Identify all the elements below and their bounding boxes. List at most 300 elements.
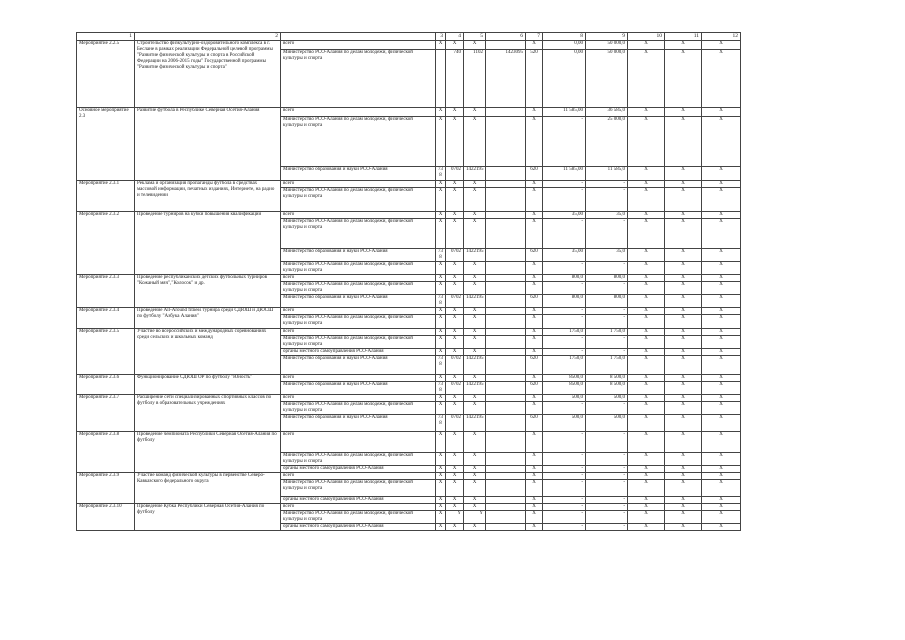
value-cell-c12: X	[702, 432, 741, 453]
value-cell-c4: X	[446, 181, 464, 188]
executor-cell: Министерство РСО-Алания по делам молодежи, физической культуры и спорта	[281, 117, 436, 167]
value-cell-c3: X	[436, 262, 446, 275]
executor-cell: органы местного самоуправления РСО-Алания	[281, 349, 436, 356]
executor-cell: всего	[281, 275, 436, 282]
value-cell-c6	[486, 375, 526, 382]
executor-cell: Министерство РСО-Алания по делам молодежи, физической культуры и спорта	[281, 453, 436, 466]
value-cell-c8: -	[543, 402, 586, 415]
value-cell-c8: -	[543, 511, 586, 524]
value-cell-c9: 35,0	[586, 249, 628, 262]
value-cell-c9: -	[586, 480, 628, 497]
value-cell-c5: X	[464, 504, 486, 511]
event-id-cell: Мероприятие 2.3.6	[77, 375, 135, 395]
value-cell-c3: X	[436, 375, 446, 382]
value-cell-c8: 1750,0	[543, 329, 586, 336]
value-cell-c11: X	[665, 511, 702, 524]
value-cell-c10: X	[628, 466, 665, 473]
value-cell-c11: X	[665, 167, 702, 181]
value-cell-c5: X	[464, 181, 486, 188]
value-cell-c6	[486, 308, 526, 315]
value-cell-c11: X	[665, 395, 702, 402]
event-id-cell: Мероприятие 2.3.1	[77, 181, 135, 212]
value-cell-c5: X	[464, 375, 486, 382]
value-cell-c7: X	[526, 504, 543, 511]
value-cell-c7: X	[526, 181, 543, 188]
value-cell-c7: 520	[526, 50, 543, 108]
value-cell-c11: X	[665, 473, 702, 480]
value-cell-c9: -	[586, 466, 628, 473]
value-cell-c6	[486, 188, 526, 212]
value-cell-c11: X	[665, 275, 702, 282]
value-cell-c6	[486, 181, 526, 188]
value-cell-c6	[486, 219, 526, 249]
value-cell-c10: X	[628, 524, 665, 531]
value-cell-c6	[486, 466, 526, 473]
header-cell: 11	[665, 33, 702, 41]
value-cell-c8: -	[543, 524, 586, 531]
header-cell: 1	[77, 33, 135, 41]
table-row	[77, 308, 741, 315]
value-cell-c5: X	[464, 188, 486, 212]
value-cell-c5: X	[464, 212, 486, 219]
value-cell-c3: X	[436, 349, 446, 356]
value-cell-c11: X	[665, 282, 702, 295]
event-name-cell: Участие команд физической культуры в первенстве Северо-Кавказского федерального округа	[135, 473, 281, 504]
value-cell-c12: X	[702, 466, 741, 473]
value-cell-c11: X	[665, 504, 702, 511]
value-cell-c3: 738	[436, 295, 446, 308]
value-cell-c11: X	[665, 117, 702, 167]
value-cell-c4: 0702	[446, 249, 464, 262]
value-cell-c6	[486, 212, 526, 219]
value-cell-c12: X	[702, 167, 741, 181]
value-cell-c9: -	[586, 524, 628, 531]
value-cell-c11: X	[665, 219, 702, 249]
value-cell-c7: 620	[526, 382, 543, 395]
value-cell-c11: X	[665, 308, 702, 315]
value-cell-c8: -	[543, 262, 586, 275]
value-cell-c11: X	[665, 315, 702, 329]
value-cell-c12: X	[702, 356, 741, 375]
value-cell-c7: X	[526, 308, 543, 315]
event-id-cell: Мероприятие 2.3.8	[77, 432, 135, 473]
value-cell-c12: X	[702, 181, 741, 188]
value-cell-c3: 738	[436, 249, 446, 262]
value-cell-c10: X	[628, 415, 665, 432]
value-cell-c10: X	[628, 188, 665, 212]
value-cell-c6	[486, 511, 526, 524]
value-cell-c7: 620	[526, 295, 543, 308]
value-cell-c4: 0702	[446, 356, 464, 375]
value-cell-c7: 620	[526, 356, 543, 375]
value-cell-c9: 500,0	[586, 395, 628, 402]
value-cell-c6	[486, 356, 526, 375]
value-cell-c10: X	[628, 329, 665, 336]
event-id-cell: Мероприятие 2.3.5	[77, 329, 135, 375]
event-name-cell: Строительство физкультурно-оздоровительного комплекса в г. Беслане в рамках реализации Федеральной целевой программы "Развитие физической культуры и спорта в Российской Федерации на 2006-2015 годы" Государственной программы "Развитие физической культуры и спорта"	[135, 41, 281, 108]
event-name-cell: Проведение чемпионата Республики Северная Осетия-Алания по футболу	[135, 432, 281, 473]
table-row	[77, 473, 741, 480]
value-cell-c10: X	[628, 497, 665, 504]
executor-cell: органы местного самоуправления РСО-Алания	[281, 466, 436, 473]
value-cell-c12: X	[702, 511, 741, 524]
event-name-cell: Расширение сети специализированных спортивных классов по футболу в образовательных учреждениях	[135, 395, 281, 432]
value-cell-c5: X	[464, 41, 486, 50]
value-cell-c12: X	[702, 375, 741, 382]
value-cell-c12: X	[702, 349, 741, 356]
table-row	[77, 108, 741, 117]
value-cell-c10: X	[628, 480, 665, 497]
value-cell-c8: -	[543, 432, 586, 453]
value-cell-c10: X	[628, 262, 665, 275]
value-cell-c5: X	[464, 262, 486, 275]
value-cell-c7: X	[526, 41, 543, 50]
value-cell-c4: 0702	[446, 167, 464, 181]
value-cell-c9: 36 585,0	[586, 108, 628, 117]
value-cell-c9: -	[586, 262, 628, 275]
value-cell-c7: X	[526, 480, 543, 497]
value-cell-c5: 1422195	[464, 356, 486, 375]
event-id-cell: Мероприятие 2.3.3	[77, 275, 135, 308]
value-cell-c4: X	[446, 262, 464, 275]
value-cell-c3: X	[436, 188, 446, 212]
value-cell-c4: 0702	[446, 295, 464, 308]
value-cell-c6	[486, 117, 526, 167]
value-cell-c5: 1422195	[464, 295, 486, 308]
value-cell-c4: X	[446, 497, 464, 504]
value-cell-c7: X	[526, 453, 543, 466]
table-row	[77, 395, 741, 402]
value-cell-c6	[486, 249, 526, 262]
value-cell-c12: X	[702, 415, 741, 432]
value-cell-c12: X	[702, 295, 741, 308]
table-row	[77, 375, 741, 382]
value-cell-c9: 1 750,0	[586, 356, 628, 375]
value-cell-c5: X	[464, 336, 486, 349]
value-cell-c3: X	[436, 473, 446, 480]
value-cell-c7: X	[526, 497, 543, 504]
value-cell-c6	[486, 336, 526, 349]
value-cell-c3: 738	[436, 167, 446, 181]
value-cell-c4: 740	[446, 50, 464, 108]
value-cell-c5: X	[464, 497, 486, 504]
value-cell-c4: X	[446, 329, 464, 336]
table-row	[77, 504, 741, 511]
value-cell-c8: 800,0	[543, 295, 586, 308]
value-cell-c12: X	[702, 108, 741, 117]
value-cell-c9: -	[586, 473, 628, 480]
value-cell-c5: X	[464, 349, 486, 356]
executor-cell: Министерство образования и науки РСО-Алания	[281, 356, 436, 375]
executor-cell: всего	[281, 308, 436, 315]
event-id-cell: Мероприятие 2.3.9	[77, 473, 135, 504]
value-cell-c6	[486, 108, 526, 117]
executor-cell: Министерство РСО-Алания по делам молодежи, физической культуры и спорта	[281, 219, 436, 249]
value-cell-c11: X	[665, 402, 702, 415]
value-cell-c7: X	[526, 275, 543, 282]
value-cell-c4: Y	[446, 511, 464, 524]
value-cell-c8: -	[543, 504, 586, 511]
value-cell-c3: X	[436, 336, 446, 349]
value-cell-c6	[486, 453, 526, 466]
value-cell-c5: 1102	[464, 50, 486, 108]
value-cell-c3: 738	[436, 382, 446, 395]
value-cell-c6	[486, 167, 526, 181]
value-cell-c5: Y	[464, 511, 486, 524]
executor-cell: всего	[281, 41, 436, 50]
header-cell: 4	[446, 33, 464, 41]
value-cell-c9: 800,0	[586, 275, 628, 282]
value-cell-c8: -	[543, 181, 586, 188]
value-cell-c3: X	[436, 524, 446, 531]
event-id-cell: Основное мероприятие 2.3	[77, 108, 135, 181]
executor-cell: Министерство РСО-Алания по делам молодежи, физической культуры и спорта	[281, 402, 436, 415]
header-cell: 12	[702, 33, 741, 41]
executor-cell: всего	[281, 432, 436, 453]
value-cell-c8: -	[543, 349, 586, 356]
value-cell-c4: X	[446, 219, 464, 249]
value-cell-c4: X	[446, 41, 464, 50]
value-cell-c11: X	[665, 480, 702, 497]
value-cell-c4: X	[446, 108, 464, 117]
value-cell-c11: X	[665, 262, 702, 275]
value-cell-c3: X	[436, 402, 446, 415]
value-cell-c10: X	[628, 453, 665, 466]
value-cell-c5: X	[464, 480, 486, 497]
value-cell-c12: X	[702, 480, 741, 497]
value-cell-c9: 800,0	[586, 295, 628, 308]
value-cell-c12: X	[702, 50, 741, 108]
executor-cell: всего	[281, 329, 436, 336]
value-cell-c3: X	[436, 212, 446, 219]
value-cell-c7: X	[526, 466, 543, 473]
executor-cell: Министерство образования и науки РСО-Алания	[281, 382, 436, 395]
value-cell-c8: 11 585,00	[543, 108, 586, 117]
value-cell-c12: X	[702, 336, 741, 349]
value-cell-c10: X	[628, 511, 665, 524]
table-body	[77, 33, 741, 531]
value-cell-c8: -	[543, 336, 586, 349]
value-cell-c7: 620	[526, 167, 543, 181]
value-cell-c4: X	[446, 349, 464, 356]
value-cell-c10: X	[628, 219, 665, 249]
value-cell-c11: X	[665, 188, 702, 212]
value-cell-c3: X	[436, 329, 446, 336]
value-cell-c11: X	[665, 356, 702, 375]
value-cell-c8: -	[543, 282, 586, 295]
value-cell-c3: X	[436, 108, 446, 117]
value-cell-c7: X	[526, 395, 543, 402]
table-row	[77, 212, 741, 219]
header-cell: 3	[436, 33, 446, 41]
value-cell-c6	[486, 432, 526, 453]
value-cell-c4: X	[446, 395, 464, 402]
value-cell-c3: X	[436, 275, 446, 282]
value-cell-c4: X	[446, 524, 464, 531]
event-name-cell: Участие во всероссийских и международных соревнованиях среди сельских и школьных команд	[135, 329, 281, 375]
value-cell-c11: X	[665, 453, 702, 466]
value-cell-c9: -	[586, 315, 628, 329]
event-name-cell: Функционирование СДЮШ ОР по футболу "Юность"	[135, 375, 281, 395]
value-cell-c9: -	[586, 219, 628, 249]
value-cell-c10: X	[628, 167, 665, 181]
value-cell-c5: X	[464, 308, 486, 315]
value-cell-c9: -	[586, 336, 628, 349]
executor-cell: всего	[281, 504, 436, 511]
value-cell-c6	[486, 395, 526, 402]
value-cell-c10: X	[628, 108, 665, 117]
value-cell-c4: 0702	[446, 415, 464, 432]
value-cell-c10: X	[628, 473, 665, 480]
value-cell-c3: X	[436, 480, 446, 497]
value-cell-c9: -	[586, 402, 628, 415]
value-cell-c12: X	[702, 275, 741, 282]
value-cell-c4: X	[446, 315, 464, 329]
value-cell-c3: X	[436, 282, 446, 295]
value-cell-c7: X	[526, 511, 543, 524]
executor-cell: всего	[281, 473, 436, 480]
value-cell-c8: 500,0	[543, 415, 586, 432]
executor-cell: Министерство образования и науки РСО-Алания	[281, 415, 436, 432]
value-cell-c12: X	[702, 41, 741, 50]
value-cell-c3	[436, 50, 446, 108]
value-cell-c8: 500,0	[543, 395, 586, 402]
table-row	[77, 275, 741, 282]
value-cell-c6	[486, 504, 526, 511]
table-row	[77, 41, 741, 50]
value-cell-c6	[486, 473, 526, 480]
value-cell-c4: 0702	[446, 382, 464, 395]
value-cell-c3: X	[436, 504, 446, 511]
value-cell-c11: X	[665, 415, 702, 432]
value-cell-c10: X	[628, 249, 665, 262]
event-name-cell: Реклама и организация пропаганды футбола в средствах массовой информации, печатных изданиях, Интернете, на радио и телевидении	[135, 181, 281, 212]
value-cell-c11: X	[665, 466, 702, 473]
value-cell-c5: 1422195	[464, 415, 486, 432]
program-table	[76, 32, 741, 531]
executor-cell: всего	[281, 375, 436, 382]
value-cell-c8: 11 585,00	[543, 167, 586, 181]
value-cell-c12: X	[702, 329, 741, 336]
value-cell-c9: 500,0	[586, 415, 628, 432]
value-cell-c11: X	[665, 295, 702, 308]
value-cell-c8: -	[543, 453, 586, 466]
executor-cell: Министерство РСО-Алания по делам молодежи, физической культуры и спорта	[281, 50, 436, 108]
value-cell-c9: 1 750,0	[586, 329, 628, 336]
executor-cell: Министерство РСО-Алания по делам молодежи, физической культуры и спорта	[281, 336, 436, 349]
value-cell-c11: X	[665, 382, 702, 395]
value-cell-c6	[486, 402, 526, 415]
value-cell-c8: -	[543, 497, 586, 504]
value-cell-c5: X	[464, 219, 486, 249]
value-cell-c9: -	[586, 497, 628, 504]
value-cell-c5: 1422195	[464, 382, 486, 395]
value-cell-c8: -	[543, 219, 586, 249]
executor-cell: органы местного самоуправления РСО-Алания	[281, 497, 436, 504]
value-cell-c8: 0,00	[543, 50, 586, 108]
table-row	[77, 181, 741, 188]
value-cell-c9: -	[586, 188, 628, 212]
value-cell-c6	[486, 329, 526, 336]
value-cell-c4: X	[446, 117, 464, 167]
value-cell-c5: X	[464, 466, 486, 473]
value-cell-c9: 25 000,0	[586, 117, 628, 167]
value-cell-c8: 1750,0	[543, 356, 586, 375]
value-cell-c4: X	[446, 275, 464, 282]
value-cell-c11: X	[665, 108, 702, 117]
value-cell-c11: X	[665, 249, 702, 262]
value-cell-c7: X	[526, 473, 543, 480]
value-cell-c10: X	[628, 275, 665, 282]
table-row	[77, 432, 741, 453]
value-cell-c7: X	[526, 349, 543, 356]
value-cell-c12: X	[702, 282, 741, 295]
value-cell-c8: -	[543, 315, 586, 329]
event-name-cell: Развитие футбола в Республике Северная Осетия-Алания	[135, 108, 281, 181]
header-cell: 2	[135, 33, 281, 41]
value-cell-c6	[486, 524, 526, 531]
value-cell-c9: -	[586, 504, 628, 511]
value-cell-c3: X	[436, 41, 446, 50]
value-cell-c4: X	[446, 308, 464, 315]
executor-cell: Министерство образования и науки РСО-Алания	[281, 167, 436, 181]
table-row	[77, 329, 741, 336]
value-cell-c8: 35,00	[543, 212, 586, 219]
value-cell-c5: X	[464, 282, 486, 295]
value-cell-c4: X	[446, 432, 464, 453]
executor-cell: Министерство РСО-Алания по делам молодежи, физической культуры и спорта	[281, 188, 436, 212]
value-cell-c4: X	[446, 453, 464, 466]
value-cell-c12: X	[702, 315, 741, 329]
header-cell: 9	[586, 33, 628, 41]
value-cell-c8: -	[543, 473, 586, 480]
value-cell-c3: X	[436, 181, 446, 188]
value-cell-c7: X	[526, 188, 543, 212]
header-cell: 7	[526, 33, 543, 41]
value-cell-c5: X	[464, 395, 486, 402]
value-cell-c7: X	[526, 117, 543, 167]
value-cell-c3: X	[436, 395, 446, 402]
value-cell-c3: 738	[436, 415, 446, 432]
executor-cell: Министерство образования и науки РСО-Алания	[281, 249, 436, 262]
value-cell-c6	[486, 41, 526, 50]
value-cell-c9: -	[586, 181, 628, 188]
value-cell-c7: X	[526, 524, 543, 531]
value-cell-c10: X	[628, 375, 665, 382]
value-cell-c10: X	[628, 212, 665, 219]
value-cell-c6	[486, 480, 526, 497]
value-cell-c11: X	[665, 41, 702, 50]
value-cell-c6: 1423095	[486, 50, 526, 108]
value-cell-c3: 738	[436, 356, 446, 375]
value-cell-c11: X	[665, 497, 702, 504]
executor-cell: Министерство образования и науки РСО-Алания	[281, 295, 436, 308]
value-cell-c9: -	[586, 349, 628, 356]
value-cell-c7: X	[526, 336, 543, 349]
value-cell-c7: X	[526, 262, 543, 275]
value-cell-c12: X	[702, 117, 741, 167]
event-id-cell: Мероприятие 2.3.4	[77, 308, 135, 329]
value-cell-c7: X	[526, 432, 543, 453]
value-cell-c10: X	[628, 349, 665, 356]
executor-cell: всего	[281, 212, 436, 219]
value-cell-c10: X	[628, 315, 665, 329]
value-cell-c5: 1422195	[464, 249, 486, 262]
value-cell-c6	[486, 497, 526, 504]
value-cell-c8: 8500,0	[543, 375, 586, 382]
value-cell-c5: X	[464, 108, 486, 117]
value-cell-c3: X	[436, 497, 446, 504]
